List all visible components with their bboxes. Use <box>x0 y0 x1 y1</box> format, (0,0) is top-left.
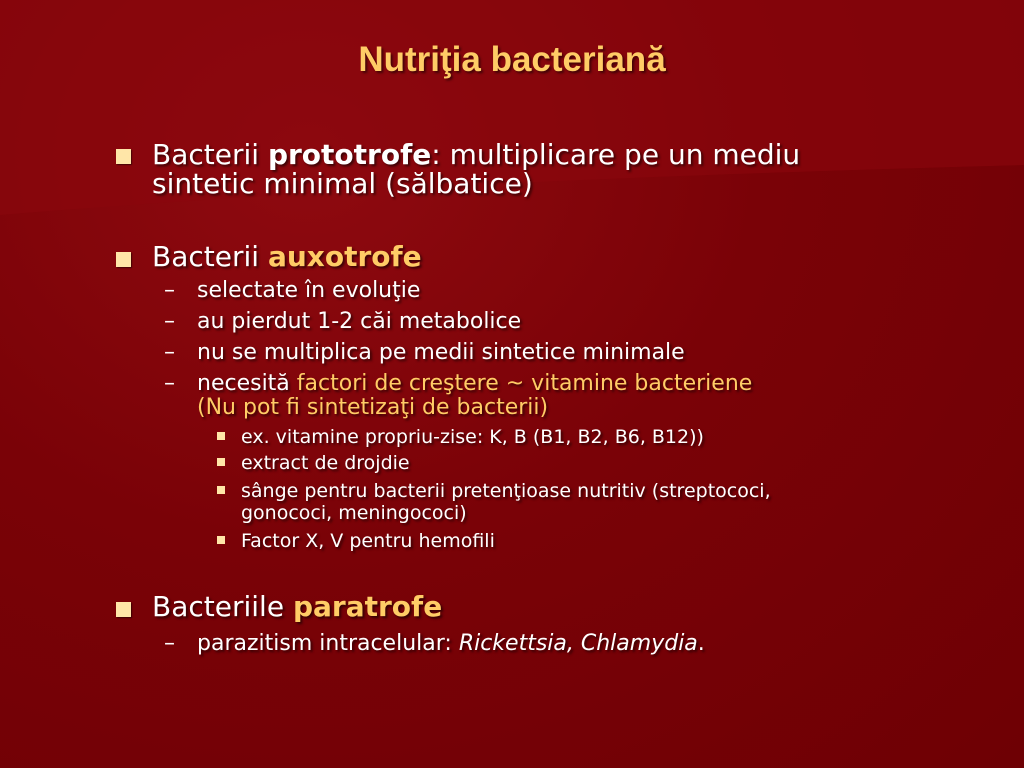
dash-bullet-icon: – <box>164 309 175 334</box>
dash-bullet-icon: – <box>164 278 175 303</box>
sub-item-necesita <box>197 372 752 396</box>
square-bullet-icon <box>116 602 131 617</box>
sub-sub-item: ex. vitamine propriu-zise: K, B (B1, B2, B6, B12)) <box>241 426 704 448</box>
sub-item-paratrofe <box>197 632 705 656</box>
square-bullet-icon <box>116 252 131 267</box>
bullet-text: Bacteriile <box>152 590 293 623</box>
bullet-text: Bacterii <box>152 240 268 273</box>
slide-title: Nutriţia bacteriană <box>358 40 666 79</box>
bullet-text: Bacterii <box>152 138 268 171</box>
small-square-bullet-icon <box>217 536 225 544</box>
sub-item-text: parazitism intracelular: <box>197 631 459 656</box>
sub-item: au pierdut 1-2 căi metabolice <box>197 309 522 334</box>
small-square-bullet-icon <box>217 458 225 466</box>
growth-factors-text: factori de creştere ~ vitamine bacteriene <box>296 371 753 396</box>
sub-item: selectate în evoluţie <box>197 278 421 303</box>
bullet-prototrofe <box>152 138 801 171</box>
small-square-bullet-icon <box>217 486 225 494</box>
growth-factors-note: (Nu pot fi sintetizaţi de bacterii) <box>197 395 549 420</box>
sub-sub-item-line2: gonococi, meningococi) <box>241 502 467 524</box>
sub-item: nu se multiplica pe medii sintetice minimale <box>197 340 685 365</box>
dash-bullet-icon: – <box>164 631 175 656</box>
organism-names: Rickettsia, Chlamydia <box>458 631 698 656</box>
sub-item-text: necesită <box>197 371 297 396</box>
bullet-auxotrofe <box>152 240 422 273</box>
bullet-paratrofe <box>152 590 443 623</box>
bullet-prototrofe-line2: sintetic minimal (sălbatice) <box>152 167 533 200</box>
sub-sub-item: extract de drojdie <box>241 452 410 474</box>
bullet-text: : multiplicare pe un mediu <box>431 138 801 171</box>
square-bullet-icon <box>116 149 131 164</box>
sub-sub-item: sânge pentru bacterii pretenţioase nutritiv (streptococi, <box>241 480 771 502</box>
term-paratrofe: paratrofe <box>292 590 443 623</box>
term-prototrofe: prototrofe <box>267 138 432 171</box>
dash-bullet-icon: – <box>164 371 175 396</box>
term-auxotrofe: auxotrofe <box>267 240 422 273</box>
small-square-bullet-icon <box>217 432 225 440</box>
dash-bullet-icon: – <box>164 340 175 365</box>
period: . <box>697 631 705 656</box>
sub-sub-item: Factor X, V pentru hemofili <box>241 530 495 552</box>
